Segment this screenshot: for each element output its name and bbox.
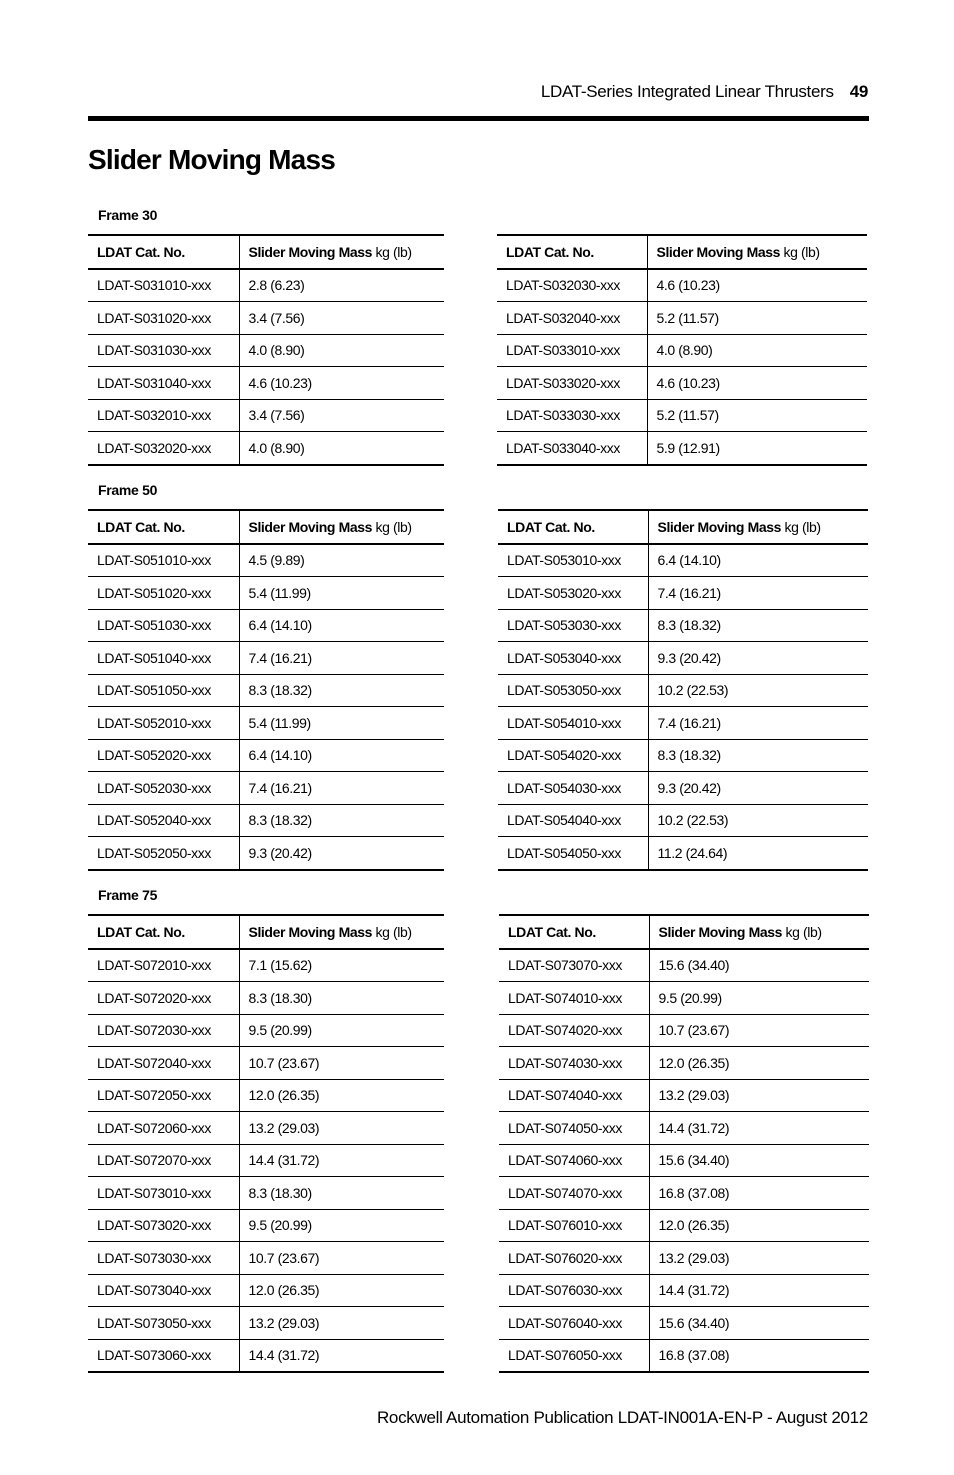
table-row: [498, 674, 868, 707]
table-row: [88, 772, 444, 805]
table-row: [88, 302, 444, 335]
mass-header-unit: kg (lb): [375, 243, 412, 260]
mass-cell: 7.4 (16.21): [657, 714, 721, 731]
cat-no-header: LDAT Cat. No.: [88, 235, 239, 269]
cat-no-cell: LDAT-S074010-xxx: [499, 982, 649, 1015]
mass-cell: 9.3 (20.42): [657, 779, 721, 796]
cat-no-cell: LDAT-S052040-xxx: [88, 804, 239, 837]
cat-no-cell: LDAT-S073050-xxx: [88, 1307, 239, 1340]
cat-no-cell: LDAT-S031010-xxx: [88, 269, 239, 302]
mass-header: [649, 915, 869, 949]
mass-cell: 7.4 (16.21): [657, 584, 721, 601]
mass-cell: 8.3 (18.32): [248, 812, 312, 829]
table-row: [499, 1242, 869, 1275]
mass-cell: 4.5 (9.89): [248, 552, 305, 569]
cat-no-header: LDAT Cat. No.: [497, 235, 647, 269]
mass-cell: 5.4 (11.99): [248, 584, 311, 601]
table-row: [88, 432, 444, 465]
mass-cell: 6.4 (14.10): [248, 617, 312, 634]
mass-cell: 8.3 (18.32): [657, 747, 721, 764]
mass-header-unit: kg (lb): [783, 243, 820, 260]
table-row: [498, 577, 868, 610]
cat-no-cell: LDAT-S073040-xxx: [88, 1274, 239, 1307]
cat-no-header: LDAT Cat. No.: [88, 915, 239, 949]
mass-header-unit: kg (lb): [785, 923, 822, 940]
mass-cell: 16.8 (37.08): [658, 1184, 730, 1201]
table-row: [88, 1177, 444, 1210]
mass-cell: 4.0 (8.90): [248, 342, 305, 359]
cat-no-header: LDAT Cat. No.: [499, 915, 649, 949]
cat-no-cell: LDAT-S031030-xxx: [88, 334, 239, 367]
table-row: [498, 739, 868, 772]
mass-cell: 10.2 (22.53): [657, 682, 729, 699]
mass-cell: 14.4 (31.72): [248, 1152, 320, 1169]
table-row: [88, 1144, 444, 1177]
mass-header-label: Slider Moving Mass: [248, 243, 372, 260]
frame-30-label: Frame 30: [98, 207, 158, 223]
cat-no-cell: LDAT-S033020-xxx: [497, 367, 647, 400]
mass-cell: 15.6 (34.40): [658, 1314, 730, 1331]
cat-no-cell: LDAT-S031020-xxx: [88, 302, 239, 335]
cat-no-cell: LDAT-S074040-xxx: [499, 1079, 649, 1112]
cat-no-cell: LDAT-S051040-xxx: [88, 642, 239, 675]
frame-75-table-right: [499, 914, 869, 1373]
frame-75-label: Frame 75: [98, 887, 158, 903]
mass-cell: 12.0 (26.35): [658, 1054, 730, 1071]
cat-no-cell: LDAT-S031040-xxx: [88, 367, 239, 400]
table-row: [498, 544, 868, 577]
table-row: [498, 642, 868, 675]
table-row: [88, 674, 444, 707]
cat-no-header: LDAT Cat. No.: [498, 510, 648, 544]
frame-75-table-left: [88, 914, 444, 1373]
mass-cell: 9.3 (20.42): [657, 649, 721, 666]
cat-no-cell: LDAT-S074020-xxx: [499, 1014, 649, 1047]
mass-header-unit: kg (lb): [375, 518, 412, 535]
page-title: Slider Moving Mass: [88, 144, 335, 175]
mass-cell: 9.5 (20.99): [658, 989, 722, 1006]
mass-cell: 2.8 (6.23): [248, 277, 305, 294]
table-row: [88, 642, 444, 675]
mass-cell: 13.2 (29.03): [248, 1119, 320, 1136]
mass-cell: 8.3 (18.32): [657, 617, 721, 634]
mass-cell: 10.7 (23.67): [248, 1054, 320, 1071]
cat-no-cell: LDAT-S072040-xxx: [88, 1047, 239, 1080]
cat-no-cell: LDAT-S051020-xxx: [88, 577, 239, 610]
cat-no-cell: LDAT-S052050-xxx: [88, 837, 239, 870]
cat-no-cell: LDAT-S053040-xxx: [498, 642, 648, 675]
table-row: [88, 1079, 444, 1112]
cat-no-cell: LDAT-S074030-xxx: [499, 1047, 649, 1080]
cat-no-cell: LDAT-S053030-xxx: [498, 609, 648, 642]
cat-no-cell: LDAT-S052010-xxx: [88, 707, 239, 740]
table-header-row: [88, 510, 444, 544]
table-row: [499, 1047, 869, 1080]
cat-no-cell: LDAT-S073010-xxx: [88, 1177, 239, 1210]
mass-cell: 5.4 (11.99): [248, 714, 311, 731]
table-row: [88, 1242, 444, 1275]
mass-cell: 10.7 (23.67): [248, 1249, 320, 1266]
mass-cell: 9.3 (20.42): [248, 844, 312, 861]
cat-no-cell: LDAT-S074070-xxx: [499, 1177, 649, 1210]
mass-header-label: Slider Moving Mass: [248, 518, 372, 535]
cat-no-cell: LDAT-S076020-xxx: [499, 1242, 649, 1275]
cat-no-cell: LDAT-S076050-xxx: [499, 1339, 649, 1372]
mass-header-label: Slider Moving Mass: [657, 518, 781, 535]
page-number: 49: [849, 82, 868, 101]
mass-cell: 12.0 (26.35): [248, 1282, 320, 1299]
table-header-row: [498, 510, 868, 544]
table-row: [498, 837, 868, 870]
cat-no-cell: LDAT-S054040-xxx: [498, 804, 648, 837]
table-header-row: [499, 915, 869, 949]
mass-cell: 12.0 (26.35): [248, 1087, 320, 1104]
mass-cell: 5.2 (11.57): [656, 309, 719, 326]
cat-no-cell: LDAT-S074060-xxx: [499, 1144, 649, 1177]
cat-no-cell: LDAT-S076030-xxx: [499, 1274, 649, 1307]
mass-cell: 13.2 (29.03): [658, 1087, 730, 1104]
frame-30-table-left: [88, 234, 444, 466]
cat-no-cell: LDAT-S054030-xxx: [498, 772, 648, 805]
mass-header-label: Slider Moving Mass: [658, 923, 782, 940]
mass-cell: 5.9 (12.91): [656, 439, 720, 456]
table-row: [88, 1339, 444, 1372]
table-row: [499, 1112, 869, 1145]
table-row: [498, 707, 868, 740]
mass-cell: 6.4 (14.10): [657, 552, 721, 569]
cat-no-cell: LDAT-S072070-xxx: [88, 1144, 239, 1177]
mass-cell: 10.2 (22.53): [657, 812, 729, 829]
table-row: [88, 1307, 444, 1340]
mass-cell: 8.3 (18.30): [248, 989, 312, 1006]
cat-no-cell: LDAT-S053010-xxx: [498, 544, 648, 577]
page-footer: Rockwell Automation Publication LDAT-IN001A-EN-P - August 2012: [376, 1408, 868, 1427]
table-row: [497, 334, 867, 367]
table-row: [88, 1274, 444, 1307]
frame-50-table-left: [88, 509, 444, 871]
cat-no-cell: LDAT-S032020-xxx: [88, 432, 239, 465]
mass-cell: 13.2 (29.03): [658, 1249, 730, 1266]
cat-no-cell: LDAT-S072010-xxx: [88, 949, 239, 982]
table-row: [88, 739, 444, 772]
table-row: [497, 269, 867, 302]
mass-cell: 12.0 (26.35): [658, 1217, 730, 1234]
table-row: [88, 609, 444, 642]
table-row: [499, 1014, 869, 1047]
table-row: [88, 544, 444, 577]
mass-cell: 8.3 (18.32): [248, 682, 312, 699]
table-header-row: [88, 915, 444, 949]
table-row: [88, 949, 444, 982]
mass-header-label: Slider Moving Mass: [248, 923, 372, 940]
mass-cell: 4.0 (8.90): [248, 439, 305, 456]
mass-header: [239, 235, 444, 269]
mass-cell: 3.4 (7.56): [248, 407, 305, 424]
table-row: [88, 367, 444, 400]
cat-no-cell: LDAT-S051050-xxx: [88, 674, 239, 707]
cat-no-cell: LDAT-S074050-xxx: [499, 1112, 649, 1145]
cat-no-cell: LDAT-S033010-xxx: [497, 334, 647, 367]
table-row: [88, 982, 444, 1015]
table-row: [88, 1112, 444, 1145]
table-row: [88, 577, 444, 610]
table-row: [499, 1339, 869, 1372]
cat-no-cell: LDAT-S054050-xxx: [498, 837, 648, 870]
cat-no-cell: LDAT-S073020-xxx: [88, 1209, 239, 1242]
table-row: [497, 432, 867, 465]
mass-cell: 13.2 (29.03): [248, 1314, 320, 1331]
cat-no-cell: LDAT-S072050-xxx: [88, 1079, 239, 1112]
cat-no-cell: LDAT-S072020-xxx: [88, 982, 239, 1015]
header-doc-title: LDAT-Series Integrated Linear Thrusters: [540, 82, 834, 101]
mass-cell: 6.4 (14.10): [248, 747, 312, 764]
table-row: [499, 982, 869, 1015]
mass-header: [648, 510, 868, 544]
table-row: [88, 399, 444, 432]
mass-header-unit: kg (lb): [375, 923, 412, 940]
header-rule: [88, 116, 869, 121]
cat-no-cell: LDAT-S052020-xxx: [88, 739, 239, 772]
cat-no-cell: LDAT-S033030-xxx: [497, 399, 647, 432]
table-row: [497, 367, 867, 400]
table-row: [498, 772, 868, 805]
cat-no-cell: LDAT-S053050-xxx: [498, 674, 648, 707]
mass-header: [239, 915, 444, 949]
table-row: [497, 399, 867, 432]
table-row: [88, 1209, 444, 1242]
mass-header-unit: kg (lb): [784, 518, 821, 535]
cat-no-cell: LDAT-S053020-xxx: [498, 577, 648, 610]
cat-no-cell: LDAT-S073030-xxx: [88, 1242, 239, 1275]
mass-cell: 7.1 (15.62): [248, 957, 312, 974]
table-row: [88, 707, 444, 740]
table-row: [88, 1047, 444, 1080]
mass-cell: 4.6 (10.23): [248, 374, 312, 391]
mass-cell: 10.7 (23.67): [658, 1022, 730, 1039]
mass-cell: 7.4 (16.21): [248, 779, 312, 796]
table-row: [88, 334, 444, 367]
mass-cell: 14.4 (31.72): [658, 1282, 730, 1299]
mass-cell: 3.4 (7.56): [248, 309, 305, 326]
frame-50-table-right: [498, 509, 868, 871]
cat-no-cell: LDAT-S032040-xxx: [497, 302, 647, 335]
cat-no-cell: LDAT-S072030-xxx: [88, 1014, 239, 1047]
table-row: [498, 609, 868, 642]
table-row: [88, 269, 444, 302]
mass-cell: 9.5 (20.99): [248, 1022, 312, 1039]
table-header-row: [88, 235, 444, 269]
mass-cell: 16.8 (37.08): [658, 1347, 730, 1364]
table-row: [88, 804, 444, 837]
cat-no-cell: LDAT-S033040-xxx: [497, 432, 647, 465]
mass-cell: 9.5 (20.99): [248, 1217, 312, 1234]
running-header: [541, 82, 868, 102]
frame-30-table-right: [497, 234, 867, 466]
cat-no-cell: LDAT-S051010-xxx: [88, 544, 239, 577]
mass-cell: 4.6 (10.23): [656, 374, 720, 391]
cat-no-cell: LDAT-S076040-xxx: [499, 1307, 649, 1340]
table-row: [499, 1209, 869, 1242]
mass-cell: 15.6 (34.40): [658, 1152, 730, 1169]
mass-cell: 4.6 (10.23): [656, 277, 720, 294]
cat-no-cell: LDAT-S073060-xxx: [88, 1339, 239, 1372]
cat-no-cell: LDAT-S072060-xxx: [88, 1112, 239, 1145]
mass-cell: 8.3 (18.30): [248, 1184, 312, 1201]
frame-50-label: Frame 50: [98, 482, 158, 498]
cat-no-cell: LDAT-S051030-xxx: [88, 609, 239, 642]
cat-no-cell: LDAT-S032010-xxx: [88, 399, 239, 432]
mass-cell: 11.2 (24.64): [657, 844, 728, 861]
mass-cell: 4.0 (8.90): [656, 342, 713, 359]
cat-no-cell: LDAT-S054020-xxx: [498, 739, 648, 772]
table-row: [499, 1079, 869, 1112]
table-header-row: [497, 235, 867, 269]
table-row: [499, 1307, 869, 1340]
table-row: [499, 1274, 869, 1307]
cat-no-cell: LDAT-S052030-xxx: [88, 772, 239, 805]
mass-header: [239, 510, 444, 544]
cat-no-cell: LDAT-S076010-xxx: [499, 1209, 649, 1242]
mass-cell: 7.4 (16.21): [248, 649, 312, 666]
mass-header-label: Slider Moving Mass: [656, 243, 780, 260]
table-row: [499, 1177, 869, 1210]
cat-no-cell: LDAT-S054010-xxx: [498, 707, 648, 740]
mass-header: [647, 235, 867, 269]
cat-no-header: LDAT Cat. No.: [88, 510, 239, 544]
cat-no-cell: LDAT-S073070-xxx: [499, 949, 649, 982]
mass-cell: 5.2 (11.57): [656, 407, 719, 424]
table-row: [88, 1014, 444, 1047]
mass-cell: 14.4 (31.72): [658, 1119, 730, 1136]
cat-no-cell: LDAT-S032030-xxx: [497, 269, 647, 302]
mass-cell: 14.4 (31.72): [248, 1347, 320, 1364]
table-row: [499, 1144, 869, 1177]
mass-cell: 15.6 (34.40): [658, 957, 730, 974]
table-row: [499, 949, 869, 982]
table-row: [497, 302, 867, 335]
table-row: [498, 804, 868, 837]
table-row: [88, 837, 444, 870]
